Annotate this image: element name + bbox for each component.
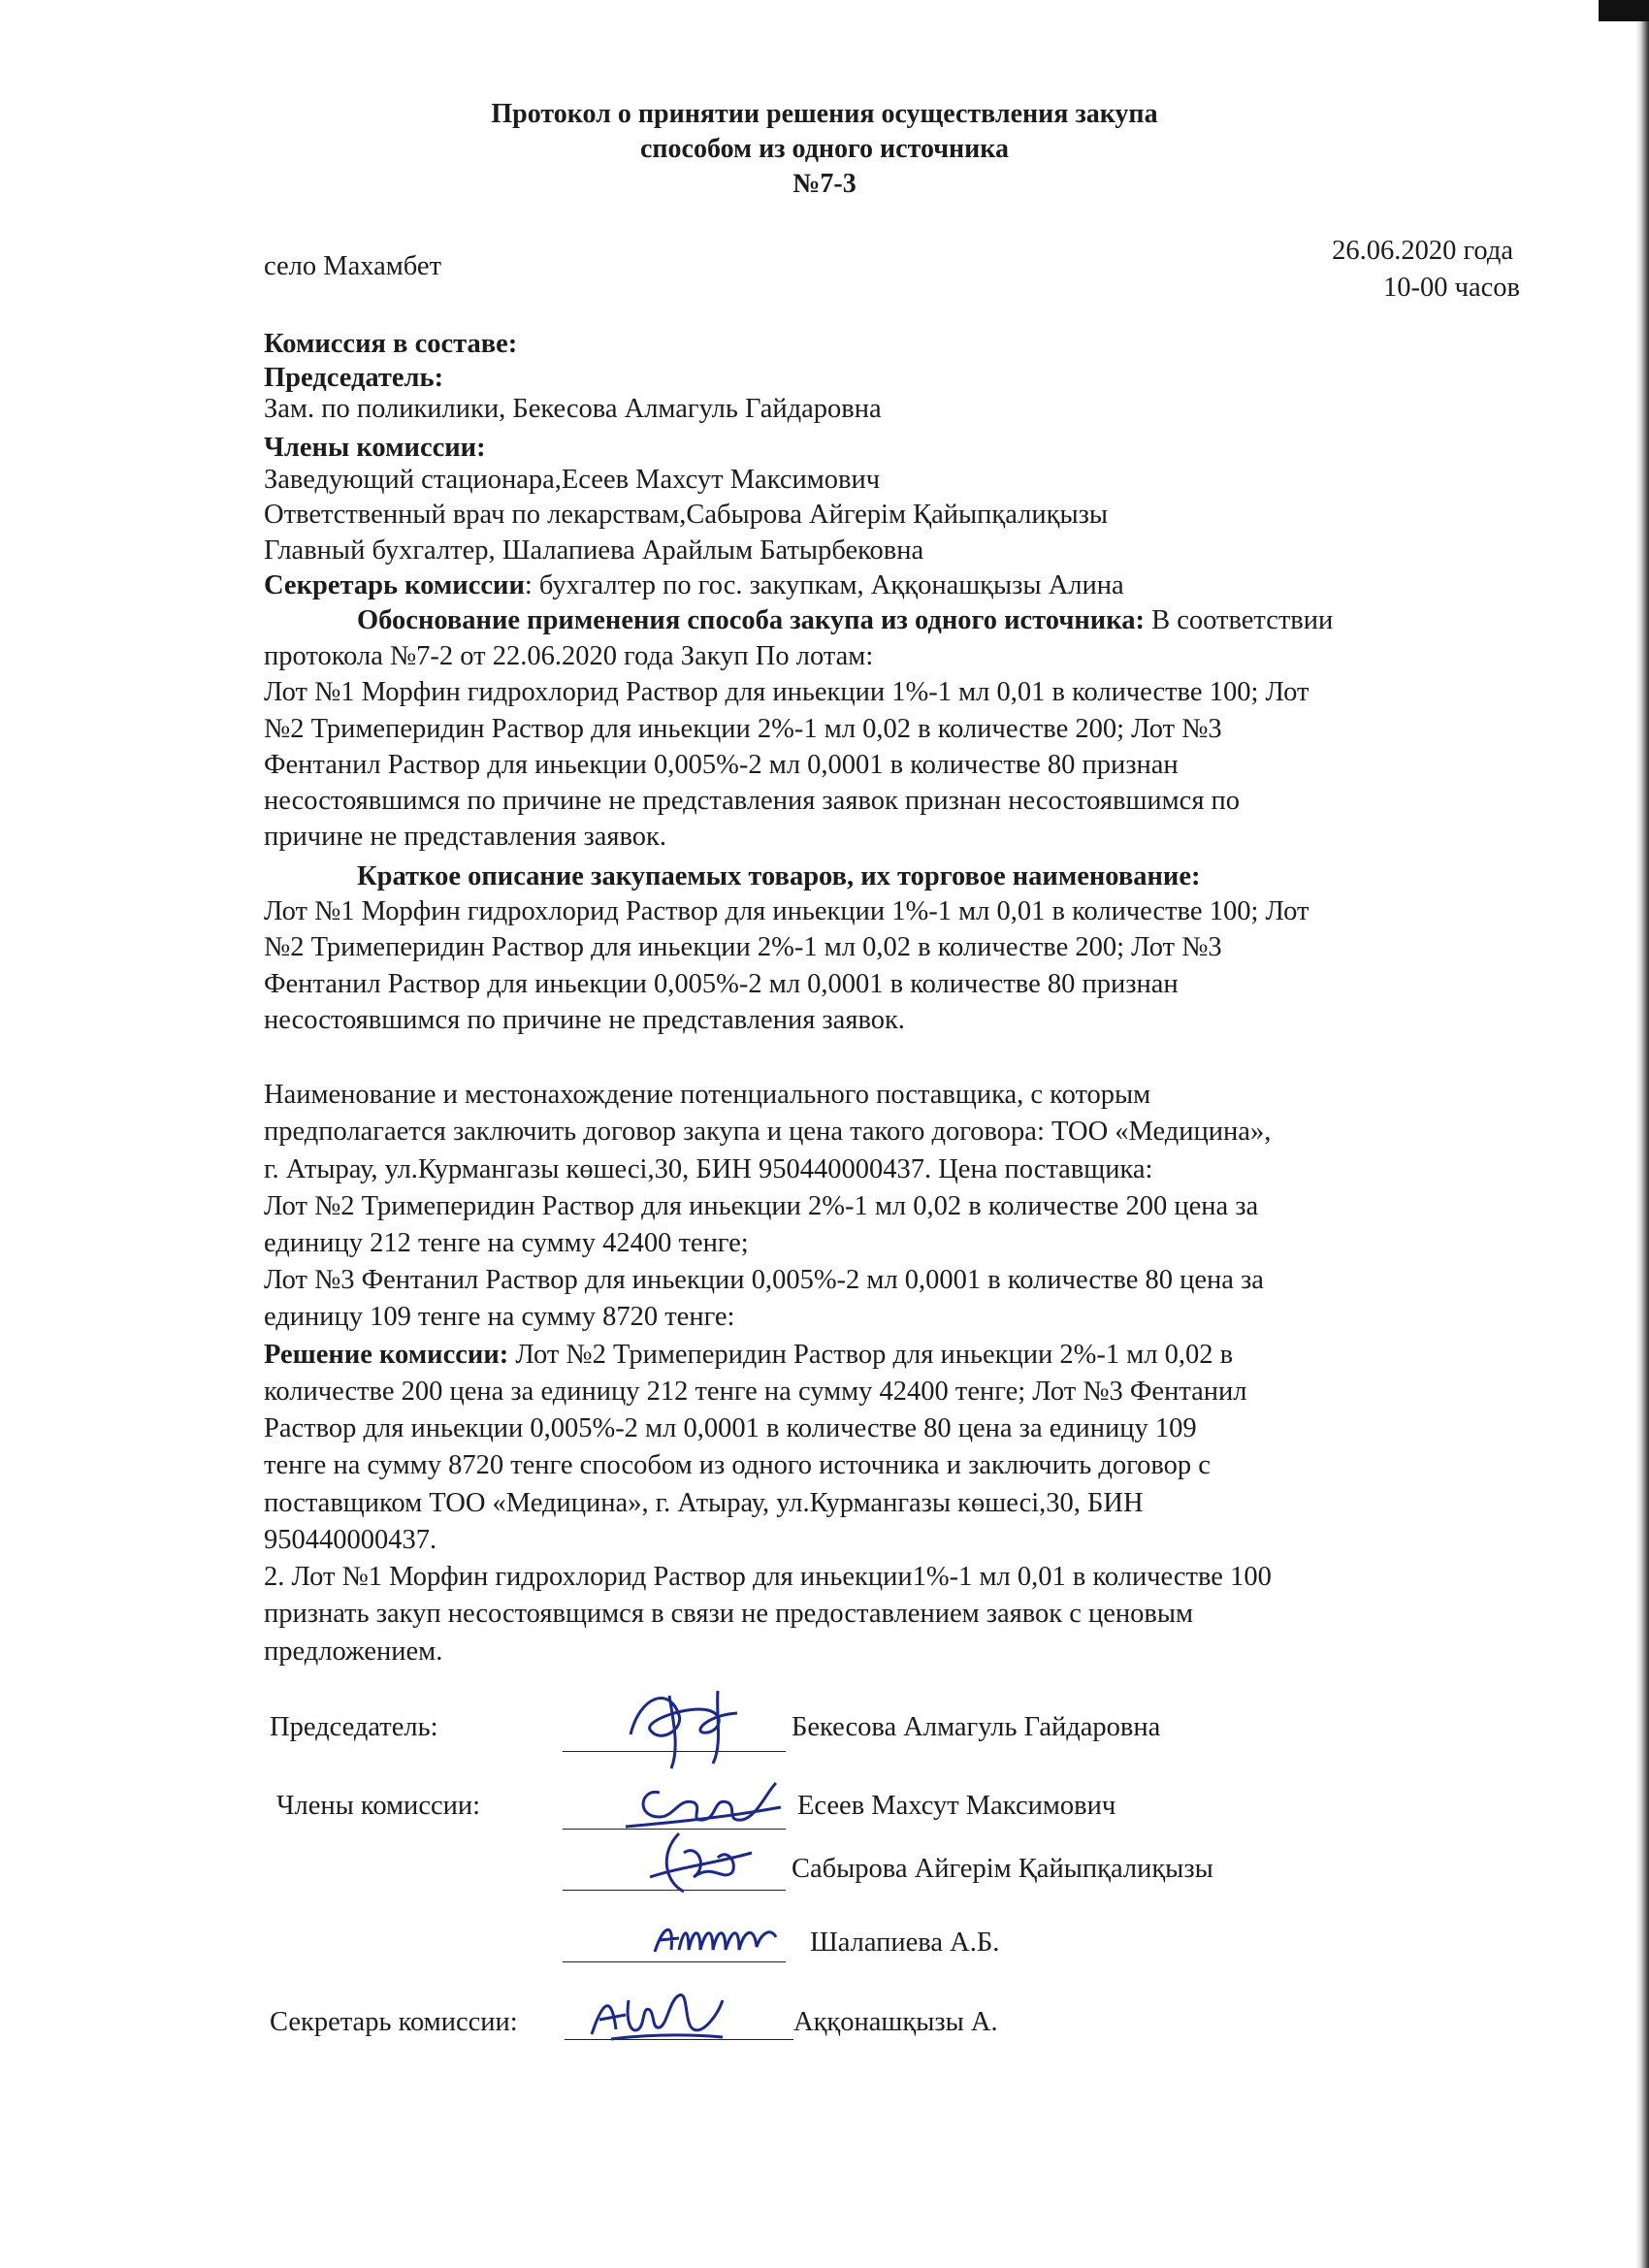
description-line: несостоявшимся по причине не представления заявок. [264,1005,905,1035]
commission-heading: Комиссия в составе: [264,329,518,359]
time: 10-00 часов [1383,273,1520,303]
justification-line: Фентанил Раствор для иньекции 0,005%-2 мл 0,0001 в количестве 80 признан [264,750,1179,780]
members-label: Члены комиссии: [264,433,486,463]
place: село Махамбет [264,251,442,281]
date: 26.06.2020 года [1332,236,1513,266]
scan-edge [1635,0,1649,2268]
member-3: Главный бухгалтер, Шалапиева Арайлым Батырбековна [264,535,924,566]
member-2: Ответственный врач по лекарствам,Сабырова Айгерім Қайыпқалиқызы [264,500,1109,530]
sig-chair-name: Бекесова Алмагуль Гайдаровна [792,1712,1161,1742]
justification-line: причине не представления заявок. [264,822,666,852]
title-line-2: способом из одного источника [639,134,1010,164]
decision-line: признать закуп несостоявщимся в связи не предоставлением заявок с ценовым [264,1599,1194,1629]
description-label: Краткое описание закупаемых товаров, их торговое наименование: [357,861,1201,891]
sig-member-2-name: Сабырова Айгерім Қайыпқалиқызы [792,1854,1213,1884]
decision-line: предложением. [264,1636,443,1667]
decision-line: поставщиком ТОО «Медицина», г. Атырау, ул.Курмангазы көшесі,30, БИН [264,1488,1144,1518]
secretary-signature [582,1981,728,2054]
supplier-line: Наименование и местонахождение потенциального поставщика, с которым [264,1080,1151,1110]
decision-line: количестве 200 цена за единицу 212 тенге на сумму 42400 тенге; Лот №3 Фентанил [264,1377,1247,1407]
description-line: Лот №1 Морфин гидрохлорид Раствор для иньекции 1%-1 мл 0,01 в количестве 100; Лот [264,896,1310,926]
chair: Зам. по поликилики, Бекесова Алмагуль Гайдаровна [264,394,882,424]
description-line: Фентанил Раствор для иньекции 0,005%-2 мл 0,0001 в количестве 80 признан [264,969,1179,999]
decision-line: 2. Лот №1 Морфин гидрохлорид Раствор для иньекции1%-1 мл 0,01 в количестве 100 [264,1562,1272,1592]
justification-label: Обоснование применения способа закупа из одного источника: [357,605,1145,635]
member-2-signature [640,1824,757,1906]
supplier-line: г. Атырау, ул.Курмангазы көшесі,30, БИН 950440000437. Цена поставщика: [264,1154,1153,1184]
secretary-text: : бухгалтер по гос. закупкам, Аққонашқызы Алина [524,570,1124,600]
title-line-1: Протокол о принятии решения осуществления закупа [491,99,1158,129]
justification-line-1: Обоснование применения способа закупа из одного источника: В соответствии [357,605,1334,635]
justification-line: Лот №1 Морфин гидрохлорид Раствор для иньекции 1%-1 мл 0,01 в количестве 100; Лот [264,677,1310,707]
sig-chair-label: Председатель: [270,1712,438,1742]
decision-line: тенге на сумму 8720 тенге способом из одного источника и заключить договор с [264,1450,1211,1480]
member-1: Заведующий стационара,Есеев Махсут Максимович [264,465,881,495]
decision-line: Раствор для иньекции 0,005%-2 мл 0,0001 в количестве 80 цена за единицу 109 [264,1413,1197,1443]
supplier-line: единицу 212 тенге на сумму 42400 тенге; [264,1228,749,1258]
secretary [264,569,1124,602]
protocol-number: №7-3 [792,169,857,199]
sig-member-1-name: Есеев Махсут Максимович [797,1791,1116,1821]
sig-members-label: Члены комиссии: [276,1791,481,1821]
sig-secretary-label: Секретарь комиссии: [270,2007,518,2037]
supplier-line: Лот №2 Тримеперидин Раствор для иньекции 2%-1 мл 0,02 в количестве 200 цена за [264,1191,1259,1221]
decision-line: 950440000437. [264,1525,437,1555]
chair-label: Председатель: [264,363,444,393]
member-3-signature [650,1913,795,1966]
justification-line: №2 Тримеперидин Раствор для иньекции 2%-1 мл 0,02 в количестве 200; Лот №3 [264,714,1222,744]
supplier-line: Лот №3 Фентанил Раствор для иньекции 0,005%-2 мл 0,0001 в количестве 80 цена за [264,1265,1264,1295]
supplier-line: единицу 109 тенге на сумму 8720 тенге: [264,1302,735,1332]
justification-line: несостоявшимся по причине не представления заявок признан несостоявшимся по [264,786,1241,816]
scan-corner-mark [1599,0,1649,21]
description-line: №2 Тримеперидин Раствор для иньекции 2%-1 мл 0,02 в количестве 200; Лот №3 [264,932,1222,962]
decision-line-1: Решение комиссии: Лот №2 Тримеперидин Раствор для иньекции 2%-1 мл 0,02 в [264,1340,1234,1370]
justification-line: протокола №7-2 от 22.06.2020 года Закуп По лотам: [264,641,874,671]
decision-label: Решение комиссии: [264,1340,509,1370]
sig-member-3-name: Шалапиева А.Б. [810,1928,1000,1958]
secretary-label: Секретарь комиссии [264,570,525,600]
supplier-line: предполагается заключить договор закупа и цена такого договора: ТОО «Медицина», [264,1117,1272,1147]
sig-secretary-name: Аққонашқызы А. [793,2007,998,2037]
